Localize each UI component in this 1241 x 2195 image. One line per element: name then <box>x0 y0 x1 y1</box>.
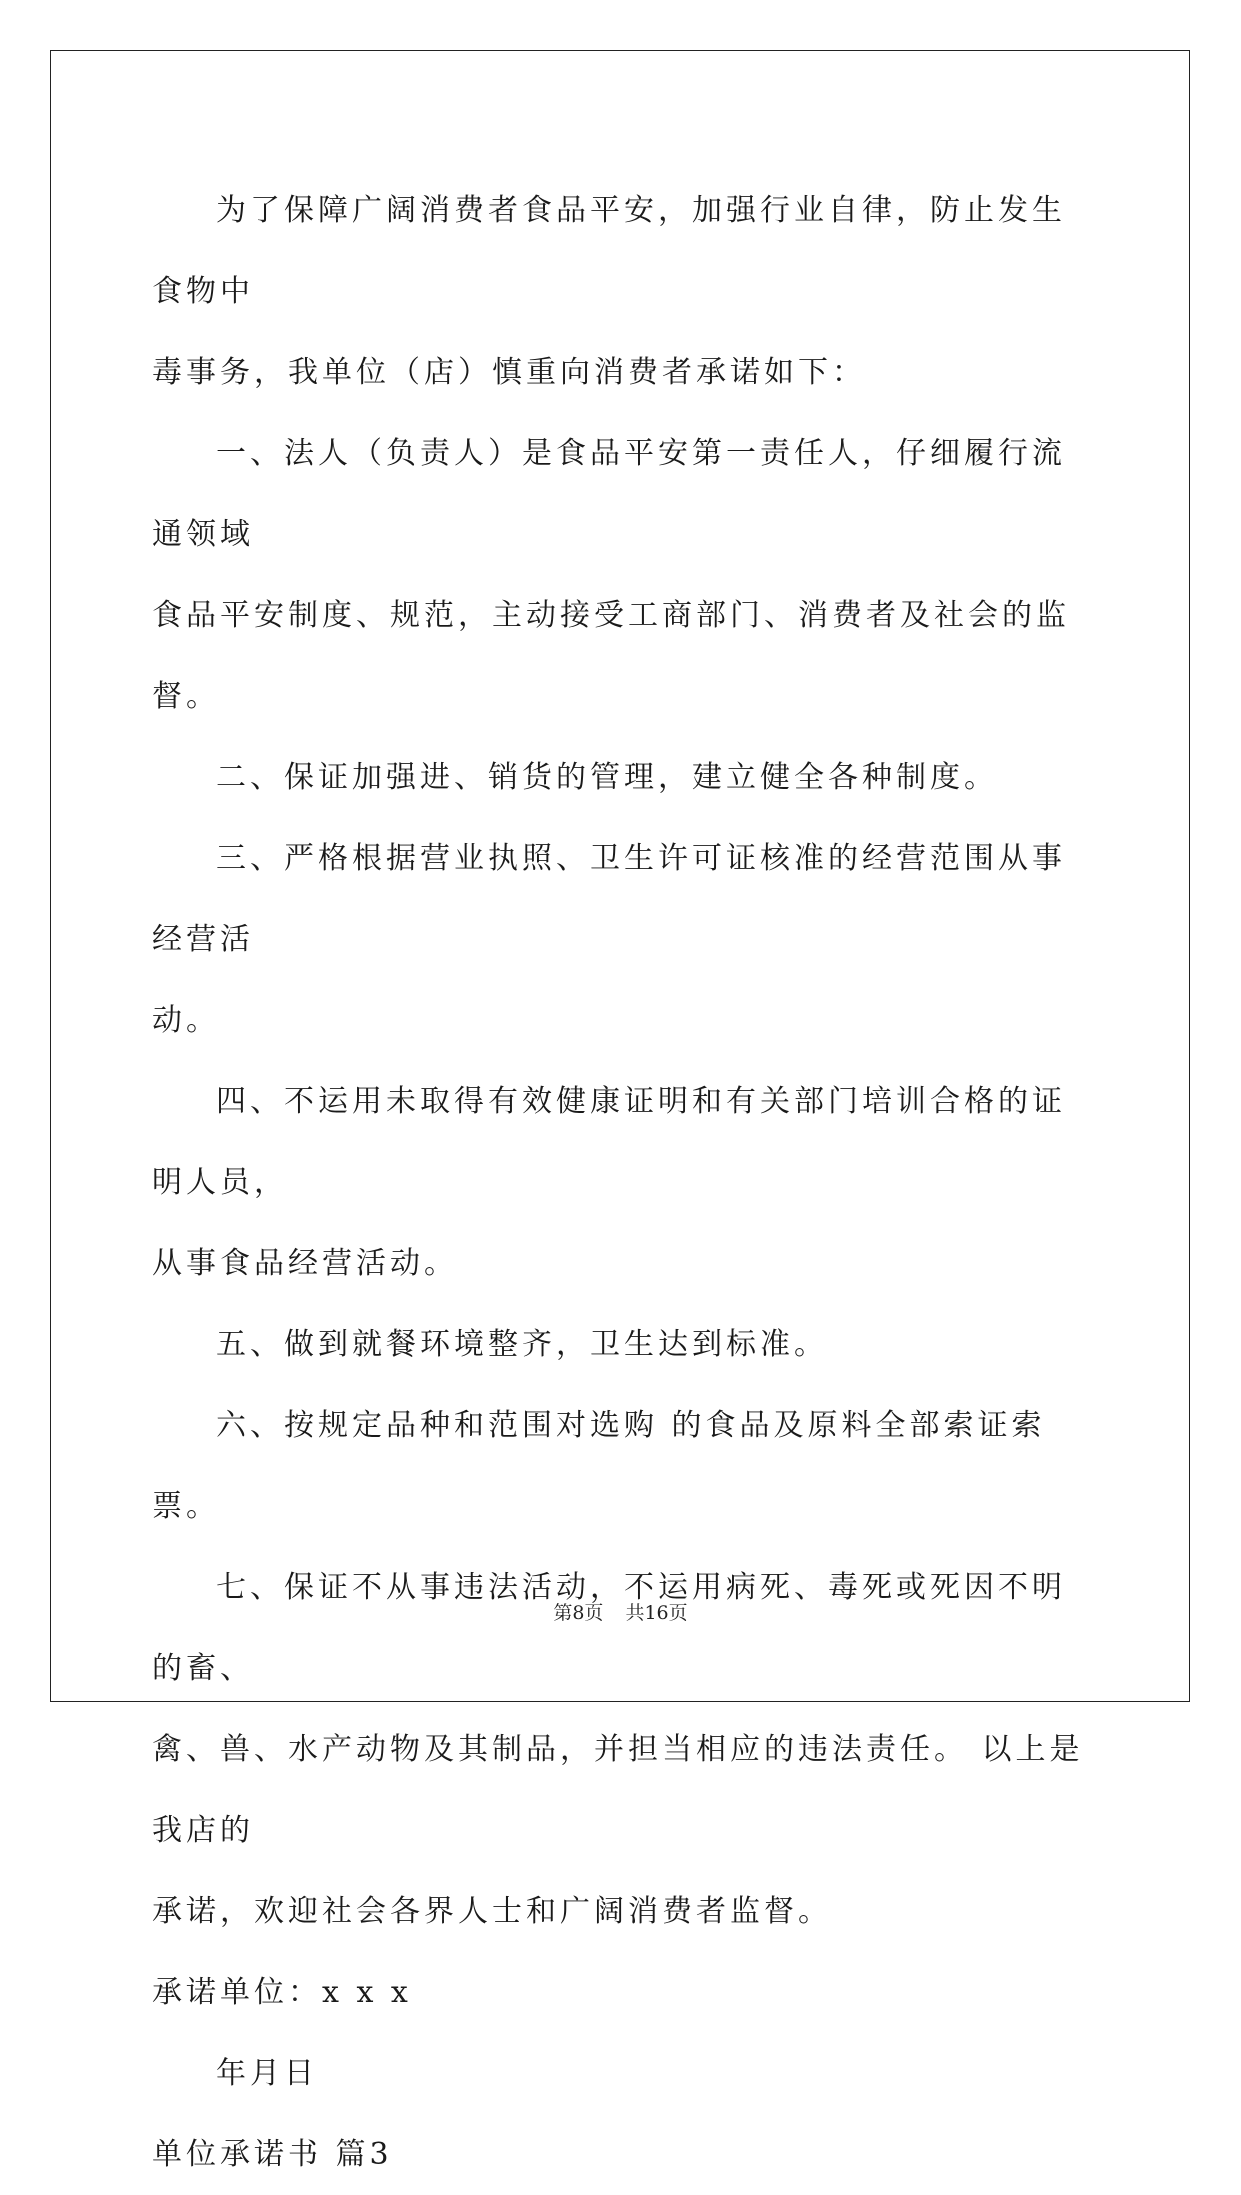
text-line: 动。 <box>152 1003 220 1038</box>
text-line: 为了保障广阔消费者食品平安，加强行业自律，防止发生食物中 <box>152 193 1066 309</box>
page-footer <box>0 1598 1241 1625</box>
text-line: 五、做到就餐环境整齐，卫生达到标准。 <box>216 1327 828 1362</box>
section-heading: 单位承诺书 篇3 <box>152 2137 393 2172</box>
text-line: 六、按规定品种和范围对选购 的食品及原料全部索证索票。 <box>152 1408 1046 1524</box>
text-line: 承诺，欢迎社会各界人士和广阔消费者监督。 <box>152 1894 832 1929</box>
text-line: 七、保证不从事违法活动，不运用病死、毒死或死因不明的畜、 <box>152 1570 1066 1686</box>
document-body <box>152 170 1092 2195</box>
text-line: 二、保证加强进、销货的管理，建立健全各种制度。 <box>216 760 998 795</box>
text-line: 禽、兽、水产动物及其制品，并担当相应的违法责任。 以上是我店的 <box>152 1732 1084 1848</box>
page-total: 共16页 <box>625 1602 688 1624</box>
text-line: 食品平安制度、规范，主动接受工商部门、消费者及社会的监督。 <box>152 598 1070 714</box>
text-line: 四、不运用未取得有效健康证明和有关部门培训合格的证明人员， <box>152 1084 1066 1200</box>
signature-unit: 承诺单位：x x x <box>152 1975 412 2010</box>
text-line: 毒事务，我单位（店）慎重向消费者承诺如下： <box>152 355 866 390</box>
text-line: 一、法人（负责人）是食品平安第一责任人，仔细履行流通领域 <box>152 436 1066 552</box>
text-line: 从事食品经营活动。 <box>152 1246 458 1281</box>
text-line: 三、严格根据营业执照、卫生许可证核准的经营范围从事经营活 <box>152 841 1066 957</box>
page-number: 第8页 <box>553 1602 604 1624</box>
signature-date: 年月日 <box>216 2056 318 2091</box>
